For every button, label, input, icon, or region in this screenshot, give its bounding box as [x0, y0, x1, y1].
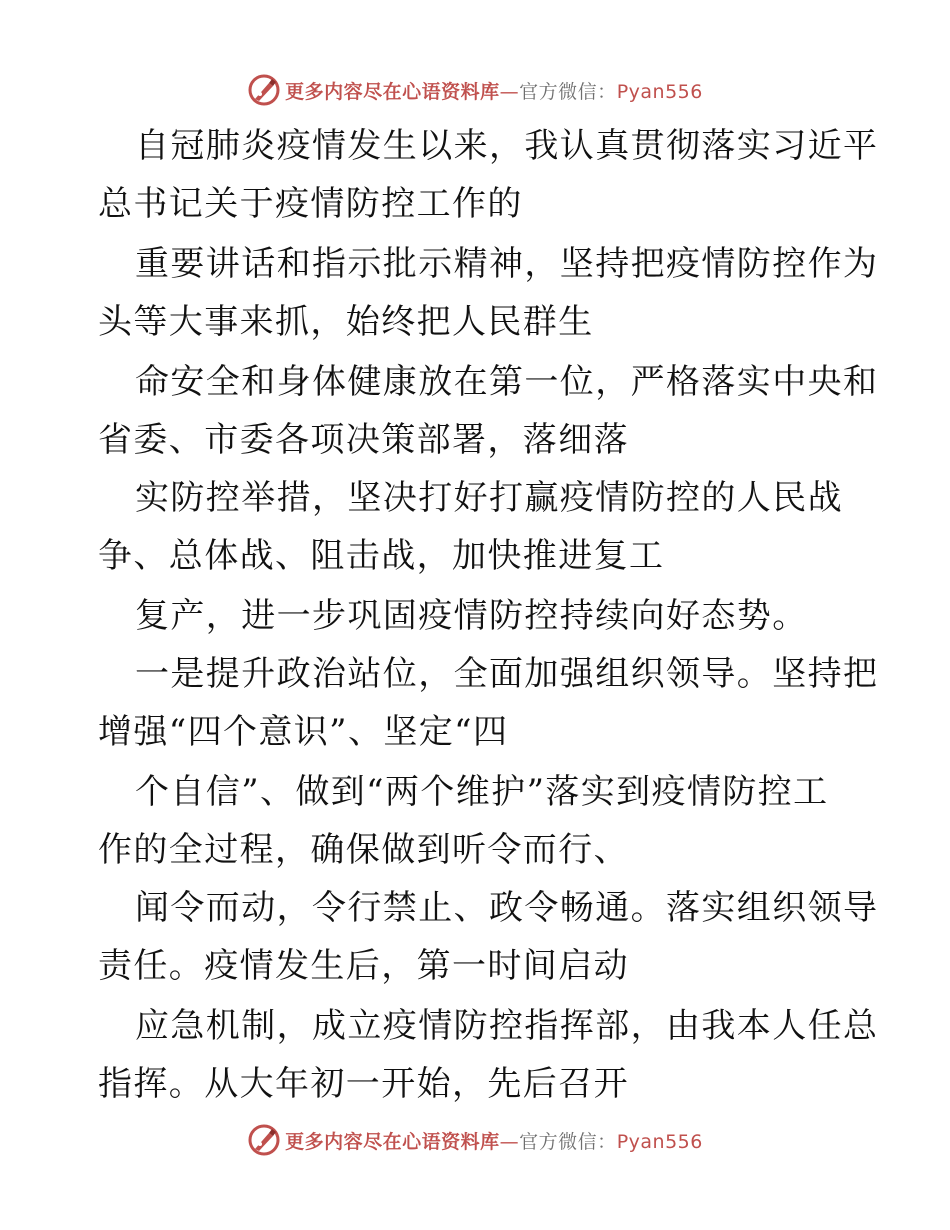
header-dash: — — [499, 80, 520, 103]
footer-text — [285, 1127, 703, 1154]
body-line: 总书记关于疫情防控工作的 — [98, 184, 523, 224]
body-line: 自冠肺炎疫情发生以来，我认真贯彻落实习近平 — [135, 126, 879, 166]
header-banner — [0, 70, 950, 110]
body-line: 省委、市委各项决策部署，落细落 — [98, 420, 629, 460]
body-line: 责任。疫情发生后，第一时间启动 — [98, 946, 629, 986]
body-line: 复产，进一步巩固疫情防控持续向好态势。 — [135, 596, 808, 636]
body-line: 争、总体战、阻击战，加快推进复工 — [98, 536, 665, 576]
body-line: 命安全和身体健康放在第一位，严格落实中央和 — [135, 362, 879, 402]
footer-site-name: 更多内容尽在心语资料库 — [285, 1130, 500, 1153]
header-text — [285, 77, 703, 104]
body-line: 重要讲话和指示批示精神，坚持把疫情防控作为 — [135, 244, 879, 284]
footer-wechat-id: Pyan556 — [616, 1130, 703, 1153]
body-line: 增强“四个意识”、坚定“四 — [98, 712, 509, 752]
header-wechat-label: 官方微信： — [519, 80, 617, 103]
body-line: 头等大事来抓，始终把人民群生 — [98, 302, 594, 342]
header-wechat-id: Pyan556 — [616, 80, 703, 103]
pen-logo-icon — [247, 73, 281, 107]
body-line: 应急机制，成立疫情防控指挥部，由我本人任总 — [135, 1006, 879, 1046]
body-line: 个自信”、做到“两个维护”落实到疫情防控工 — [135, 772, 829, 812]
pen-logo-icon — [247, 1123, 281, 1157]
header-site-name: 更多内容尽在心语资料库 — [285, 80, 500, 103]
footer-banner — [0, 1120, 950, 1160]
footer-wechat-label: 官方微信： — [519, 1130, 617, 1153]
body-line: 作的全过程，确保做到听令而行、 — [98, 830, 629, 870]
body-line: 一是提升政治站位，全面加强组织领导。坚持把 — [135, 654, 879, 694]
footer-dash: — — [499, 1130, 520, 1153]
body-line: 闻令而动，令行禁止、政令畅通。落实组织领导 — [135, 888, 879, 928]
body-line: 指挥。从大年初一开始，先后召开 — [98, 1064, 629, 1104]
body-line: 实防控举措，坚决打好打赢疫情防控的人民战 — [135, 478, 843, 518]
